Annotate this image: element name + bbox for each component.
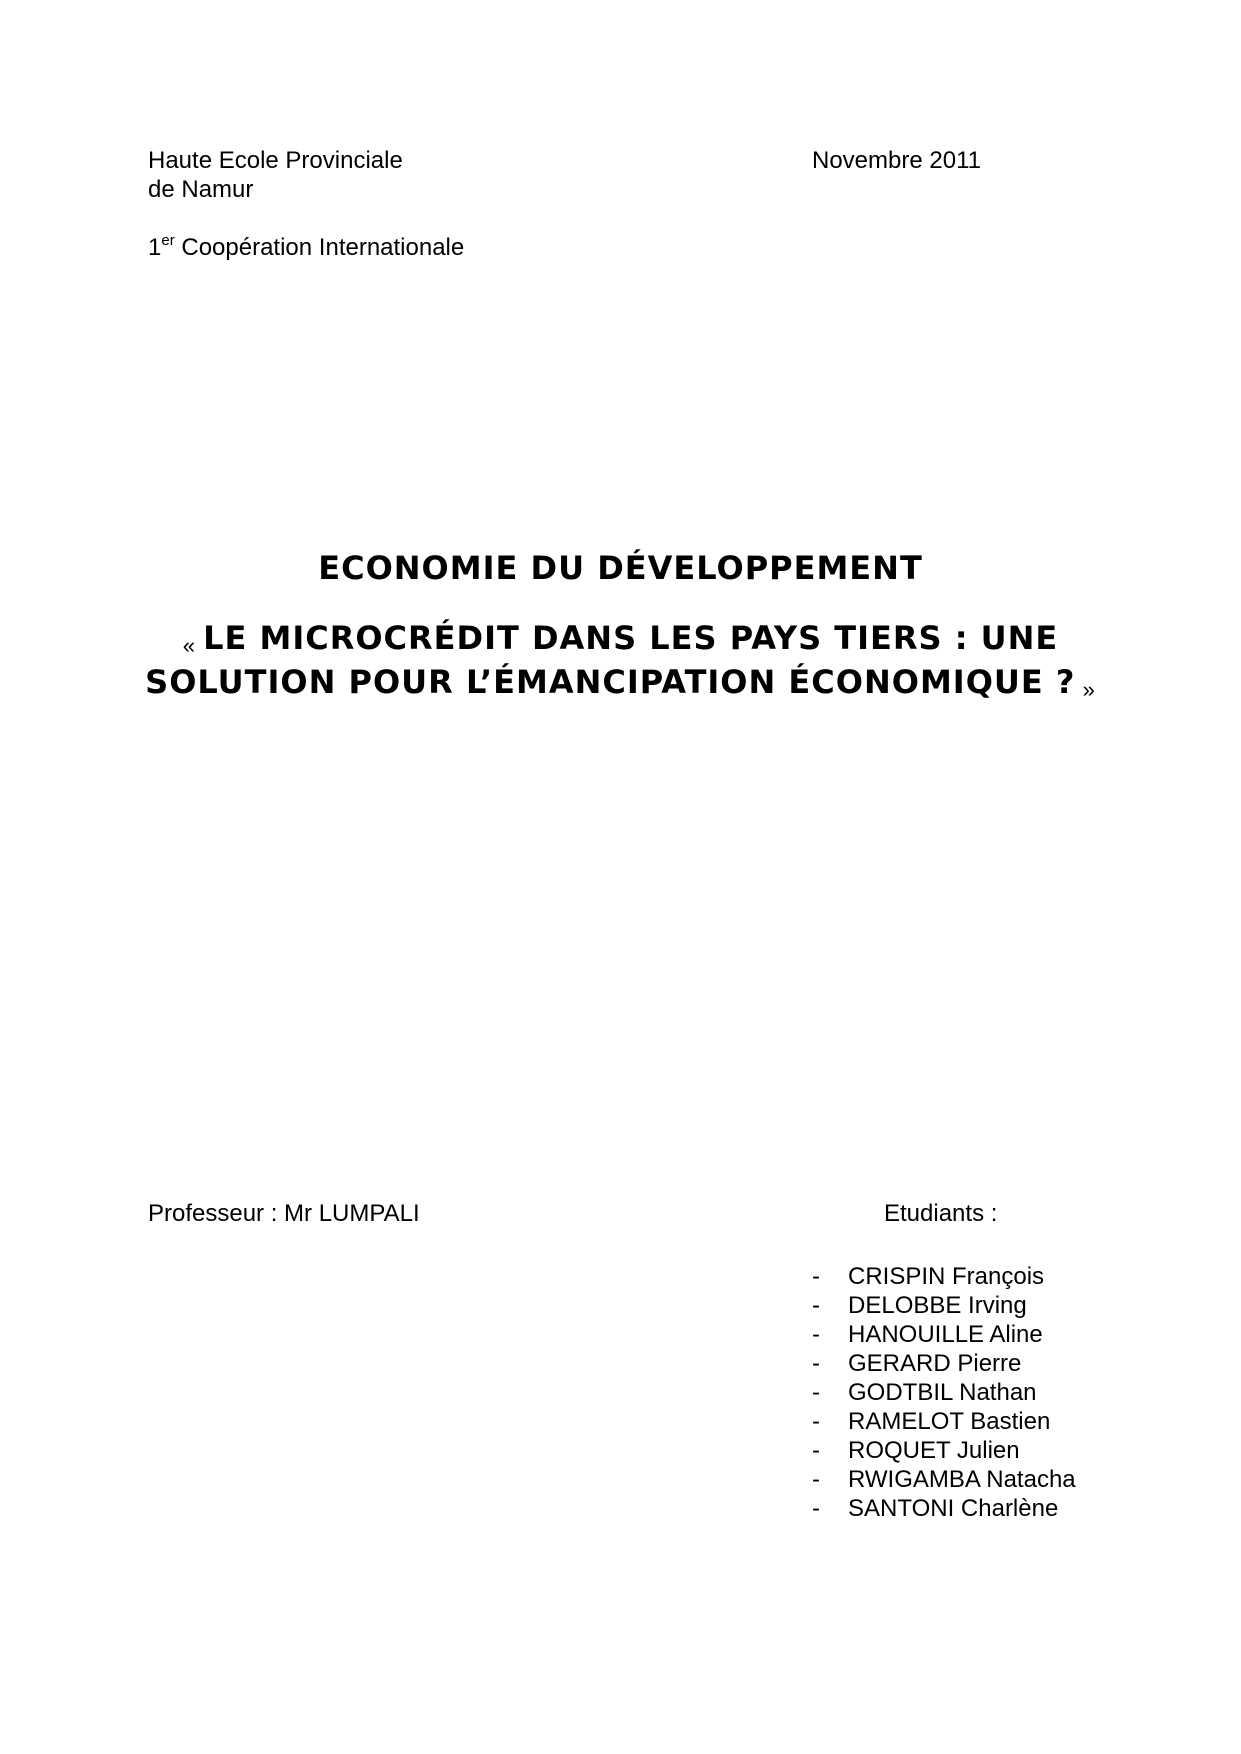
student-item bbox=[812, 1436, 1076, 1465]
student-item bbox=[812, 1378, 1076, 1407]
school-name-line1: Haute Ecole Provinciale bbox=[148, 147, 403, 174]
student-name: RAMELOT Bastien bbox=[848, 1408, 1051, 1435]
school-name-line2: de Namur bbox=[148, 176, 254, 203]
list-bullet: - bbox=[812, 1466, 820, 1493]
student-name: DELOBBE Irving bbox=[848, 1292, 1027, 1319]
subtitle-text-line1: LE MICROCRÉDIT DANS LES PAYS TIERS : UNE bbox=[203, 619, 1059, 657]
list-bullet: - bbox=[812, 1350, 820, 1377]
list-bullet: - bbox=[812, 1292, 820, 1319]
list-bullet: - bbox=[812, 1263, 820, 1290]
student-name: ROQUET Julien bbox=[848, 1437, 1020, 1464]
student-item bbox=[812, 1320, 1076, 1349]
program-name: Coopération Internationale bbox=[174, 234, 465, 261]
student-item bbox=[812, 1349, 1076, 1378]
student-item bbox=[812, 1494, 1076, 1523]
list-bullet: - bbox=[812, 1495, 820, 1522]
student-name: RWIGAMBA Natacha bbox=[848, 1466, 1076, 1493]
students-label: Etudiants : bbox=[884, 1200, 998, 1227]
student-item bbox=[812, 1407, 1076, 1436]
subtitle-line2 bbox=[0, 660, 1241, 708]
student-name: CRISPIN François bbox=[848, 1263, 1045, 1290]
subtitle-line1 bbox=[0, 616, 1241, 664]
student-item bbox=[812, 1291, 1076, 1320]
student-name: GERARD Pierre bbox=[848, 1350, 1022, 1377]
student-name: GODTBIL Nathan bbox=[848, 1379, 1037, 1406]
student-name: HANOUILLE Aline bbox=[848, 1321, 1043, 1348]
student-list bbox=[812, 1262, 1076, 1523]
list-bullet: - bbox=[812, 1408, 820, 1435]
open-quote: « bbox=[182, 633, 204, 658]
student-name: SANTONI Charlène bbox=[848, 1495, 1059, 1522]
list-bullet: - bbox=[812, 1437, 820, 1464]
program-number: 1 bbox=[148, 234, 162, 261]
student-item bbox=[812, 1465, 1076, 1494]
list-bullet: - bbox=[812, 1379, 820, 1406]
professor-line: Professeur : Mr LUMPALI bbox=[148, 1200, 420, 1227]
program-line bbox=[148, 233, 464, 265]
course-title: ECONOMIE DU DÉVELOPPEMENT bbox=[318, 549, 923, 587]
close-quote: » bbox=[1075, 677, 1096, 702]
subtitle-text-line2: SOLUTION POUR L’ÉMANCIPATION ÉCONOMIQUE ? bbox=[145, 663, 1076, 701]
student-item bbox=[812, 1262, 1076, 1291]
document-date: Novembre 2011 bbox=[812, 147, 981, 174]
program-superscript: er bbox=[161, 232, 175, 249]
list-bullet: - bbox=[812, 1321, 820, 1348]
